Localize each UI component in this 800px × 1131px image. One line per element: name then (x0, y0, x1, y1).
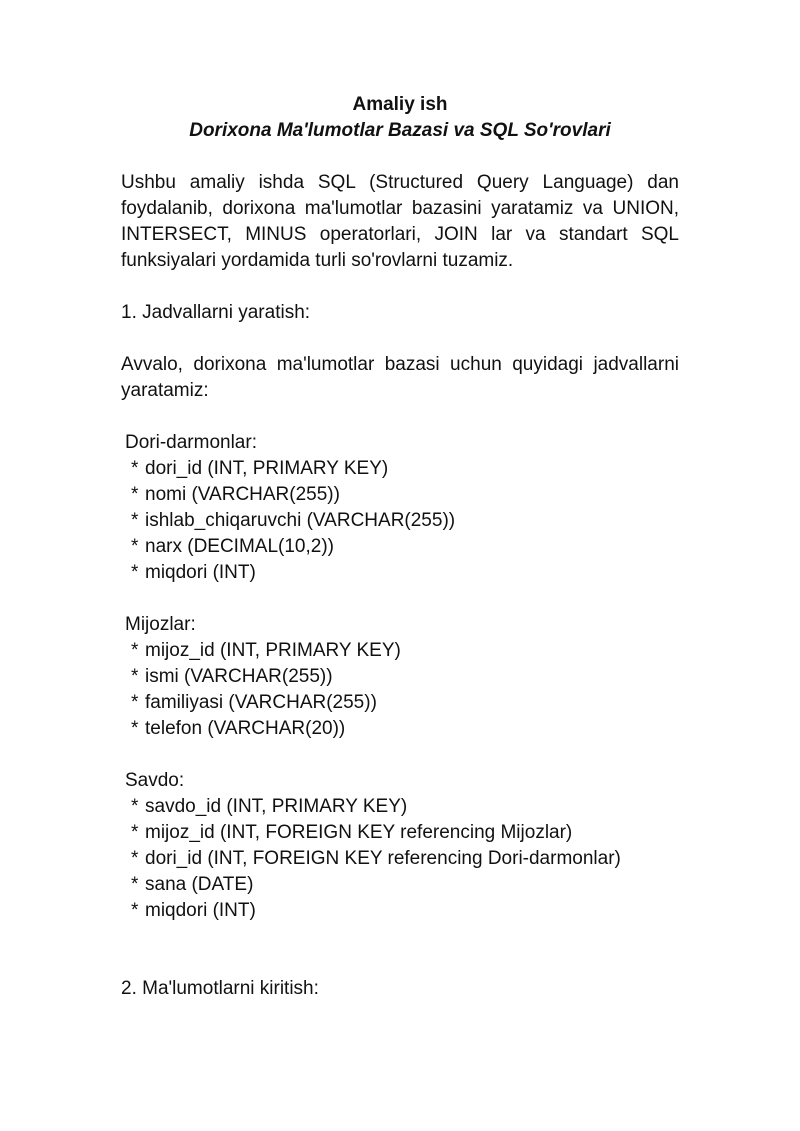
field-list (125, 456, 679, 586)
field-text: telefon (VARCHAR(20)) (145, 718, 346, 739)
table-name: Mijozlar: (125, 614, 196, 635)
bullet-marker: * (131, 692, 139, 713)
field-text: mijoz_id (INT, FOREIGN KEY referencing Mijozlar) (145, 822, 573, 843)
table-definition-savdo (125, 768, 679, 924)
bullet-marker: * (131, 484, 139, 505)
list-item (125, 560, 679, 586)
field-text: familiyasi (VARCHAR(255)) (145, 692, 377, 713)
list-item (125, 716, 679, 742)
bullet-marker: * (131, 848, 139, 869)
list-item (125, 898, 679, 924)
bullet-marker: * (131, 510, 139, 531)
bullet-marker: * (131, 718, 139, 739)
list-item (125, 872, 679, 898)
section-1-intro-paragraph: Avvalo, dorixona ma'lumotlar bazasi uchun quyidagi jadvallarni yaratamiz: (121, 354, 679, 401)
document-subtitle: Dorixona Ma'lumotlar Bazasi va SQL So'rovlari (189, 120, 611, 141)
field-text: miqdori (INT) (145, 562, 256, 583)
table-definition-mijozlar (125, 612, 679, 742)
intro-paragraph: Ushbu amaliy ishda SQL (Structured Query Language) dan foydalanib, dorixona ma'lumotlar bazasini yaratamiz va UNION, INTERSECT, MINUS operatorlari, JOIN lar va standart SQL funksiyalari yordamida turli so'rovlarni tuzamiz. (121, 172, 679, 271)
list-item (125, 664, 679, 690)
field-text: ismi (VARCHAR(255)) (145, 666, 333, 687)
field-text: ishlab_chiqaruvchi (VARCHAR(255)) (145, 510, 456, 531)
list-item (125, 508, 679, 534)
list-item (125, 820, 679, 846)
field-list (125, 638, 679, 742)
list-item (125, 846, 679, 872)
list-item (125, 638, 679, 664)
field-text: miqdori (INT) (145, 900, 256, 921)
list-item (125, 456, 679, 482)
section-heading-1: 1. Jadvallarni yaratish: (121, 302, 311, 323)
bullet-marker: * (131, 874, 139, 895)
table-definition-dori-darmonlar (125, 430, 679, 586)
document-page (121, 92, 679, 1002)
field-text: narx (DECIMAL(10,2)) (145, 536, 334, 557)
bullet-marker: * (131, 666, 139, 687)
section-heading-2: 2. Ma'lumotlarni kiritish: (121, 978, 319, 999)
bullet-marker: * (131, 458, 139, 479)
field-text: sana (DATE) (145, 874, 254, 895)
bullet-marker: * (131, 822, 139, 843)
list-item (125, 794, 679, 820)
table-name: Dori-darmonlar: (125, 432, 257, 453)
field-text: dori_id (INT, PRIMARY KEY) (145, 458, 389, 479)
field-text: mijoz_id (INT, PRIMARY KEY) (145, 640, 401, 661)
list-item (125, 534, 679, 560)
table-name: Savdo: (125, 770, 185, 791)
list-item (125, 690, 679, 716)
field-text: dori_id (INT, FOREIGN KEY referencing Dori-darmonlar) (145, 848, 621, 869)
bullet-marker: * (131, 536, 139, 557)
list-item (125, 482, 679, 508)
document-title: Amaliy ish (352, 94, 448, 115)
bullet-marker: * (131, 796, 139, 817)
field-text: savdo_id (INT, PRIMARY KEY) (145, 796, 408, 817)
bullet-marker: * (131, 900, 139, 921)
bullet-marker: * (131, 562, 139, 583)
bullet-marker: * (131, 640, 139, 661)
field-text: nomi (VARCHAR(255)) (145, 484, 340, 505)
field-list (125, 794, 679, 924)
